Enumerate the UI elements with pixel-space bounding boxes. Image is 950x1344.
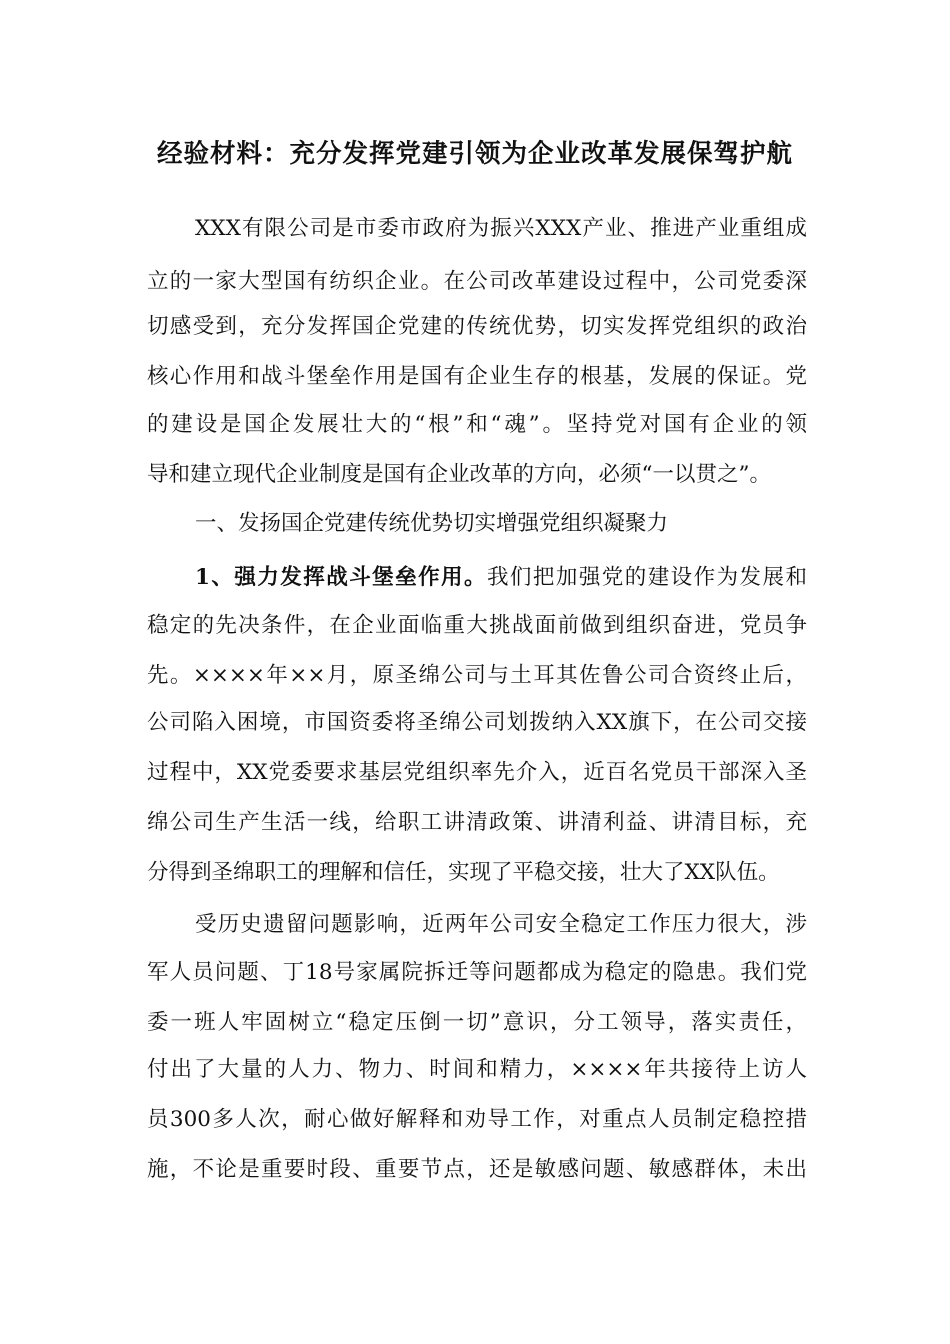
- paragraph-line: 委一班人牢固树立“稳定压倒一切”意识，分工领导，落实责任，: [147, 1010, 807, 1035]
- paragraph-line: 绵公司生产生活一线，给职工讲清政策、讲清利益、讲清目标，充: [147, 810, 807, 835]
- paragraph-line: 切感受到，充分发挥国企党建的传统优势，切实发挥党组织的政治: [147, 314, 807, 339]
- paragraph-line: 立的一家大型国有纺织企业。在公司改革建设过程中，公司党委深: [147, 269, 807, 294]
- paragraph-line: 分得到圣绵职工的理解和信任，实现了平稳交接，壮大了XX队伍。: [147, 860, 780, 885]
- bold-lead-text: 1、强力发挥战斗堡垒作用。: [195, 565, 487, 590]
- paragraph-line: 稳定的先决条件，在企业面临重大挑战面前做到组织奋进，党员争: [147, 613, 807, 638]
- paragraph-line: 过程中，XX党委要求基层党组织率先介入，近百名党员干部深入圣: [147, 760, 807, 785]
- paragraph-line: 付出了大量的人力、物力、时间和精力，××××年共接待上访人: [147, 1057, 807, 1082]
- section-heading: 一、发扬国企党建传统优势切实增强党组织凝聚力: [195, 511, 669, 536]
- paragraph-line: 先。××××年××月，原圣绵公司与土耳其佐鲁公司合资终止后，: [147, 663, 807, 688]
- paragraph-line: 核心作用和战斗堡垒作用是国有企业生存的根基，发展的保证。党: [147, 364, 807, 389]
- paragraph-line: 军人员问题、丁18号家属院拆迁等问题都成为稳定的隐患。我们党: [147, 960, 807, 985]
- paragraph-line: 公司陷入困境，市国资委将圣绵公司划拨纳入XX旗下，在公司交接: [147, 710, 807, 735]
- document-title: 经验材料：充分发挥党建引领为企业改革发展保驾护航: [156, 139, 793, 169]
- paragraph-line: XXX有限公司是市委市政府为振兴XXX产业、推进产业重组成: [195, 216, 807, 241]
- paragraph-line: 员300多人次，耐心做好解释和劝导工作，对重点人员制定稳控措: [147, 1107, 807, 1132]
- paragraph-line: 施，不论是重要时段、重要节点，还是敏感问题、敏感群体，未出: [147, 1157, 807, 1182]
- paragraph-line: 的建设是国企发展壮大的“根”和“魂”。坚持党对国有企业的领: [147, 412, 807, 437]
- paragraph-line-text: 我们把加强党的建设作为发展和: [486, 565, 807, 590]
- paragraph-line: 导和建立现代企业制度是国有企业改革的方向，必须“一以贯之”。: [147, 462, 771, 487]
- paragraph-line: [195, 563, 807, 593]
- paragraph-line: 受历史遗留问题影响，近两年公司安全稳定工作压力很大，涉: [195, 912, 807, 937]
